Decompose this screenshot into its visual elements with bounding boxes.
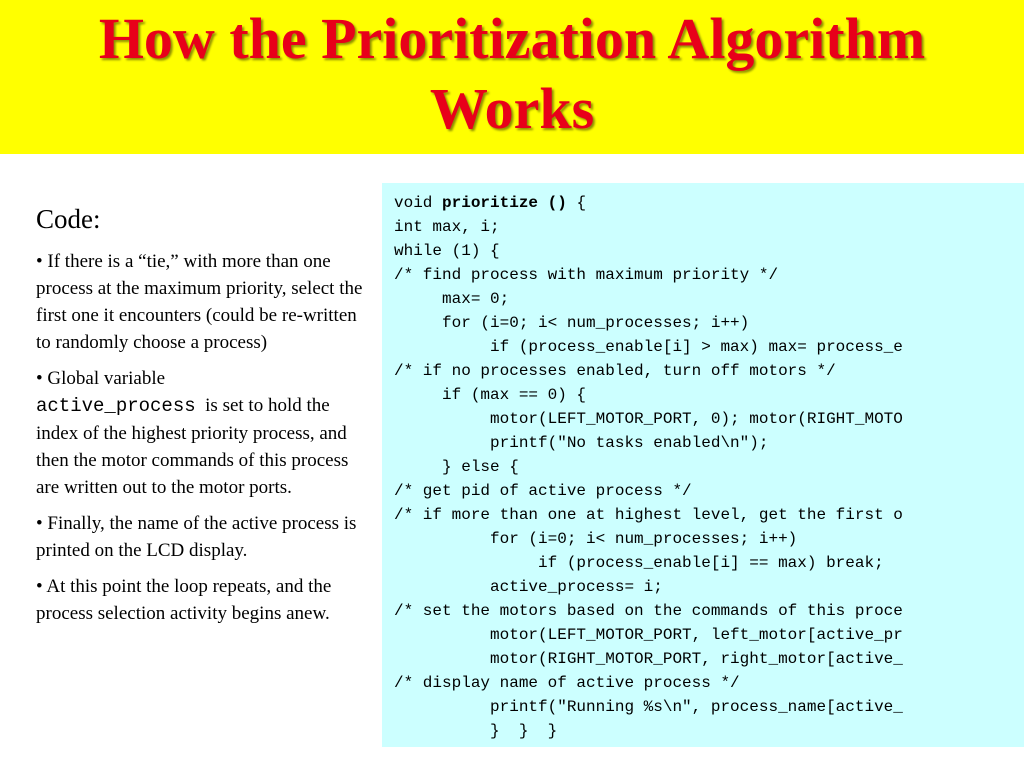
- code-line: motor(RIGHT_MOTOR_PORT, right_motor[active_: [394, 650, 903, 668]
- code-line: for (i=0; i< num_processes; i++): [394, 530, 798, 548]
- code-line: /* get pid of active process */: [394, 482, 692, 500]
- code-line: max= 0;: [394, 290, 510, 308]
- code-line: } else {: [394, 458, 519, 476]
- code-brace: {: [566, 194, 587, 212]
- code-line: /* find process with maximum priority */: [394, 266, 779, 284]
- bullet-tie: • If there is a “tie,” with more than one process at the maximum priority, select the first one it encounters (could be re-written to randomly choose a process): [36, 251, 363, 353]
- code-line: motor(LEFT_MOTOR_PORT, left_motor[active_pr: [394, 626, 903, 644]
- code-line: for (i=0; i< num_processes; i++): [394, 314, 750, 332]
- bullet-global-variable-rest: is set to hold the index of the highest priority process, and then the motor commands of this process are written out to the motor ports.: [36, 395, 349, 498]
- code-line: /* if more than one at highest level, get the first o: [394, 506, 903, 524]
- bullet-global-variable: [36, 365, 366, 501]
- title-banner: [0, 0, 1024, 154]
- bullet-global-variable-lead: • Global variable: [36, 368, 166, 389]
- bullet-loop: • At this point the loop repeats, and the process selection activity begins anew.: [36, 576, 332, 624]
- bullet-lcd: • Finally, the name of the active process is printed on the LCD display.: [36, 513, 357, 561]
- code-heading: Code:: [36, 204, 101, 234]
- title-line-2: Works: [429, 76, 595, 141]
- explanation-panel: [36, 200, 366, 636]
- code-line: motor(LEFT_MOTOR_PORT, 0); motor(RIGHT_MOTO: [394, 410, 903, 428]
- code-line: printf("No tasks enabled\n");: [394, 434, 769, 452]
- active-process-variable: active_process: [36, 395, 196, 417]
- code-line: if (process_enable[i] == max) break;: [394, 554, 884, 572]
- code-line: while (1) {: [394, 242, 500, 260]
- code-keyword: void: [394, 194, 443, 212]
- code-line: [394, 191, 586, 215]
- code-line: /* if no processes enabled, turn off motors */: [394, 362, 836, 380]
- code-line: if (max == 0) {: [394, 386, 587, 404]
- code-listing: [382, 183, 1024, 747]
- code-line: /* display name of active process */: [394, 674, 740, 692]
- code-line: active_process= i;: [394, 578, 663, 596]
- code-line: int max, i;: [394, 218, 500, 236]
- code-line: if (process_enable[i] > max) max= process_e: [394, 338, 903, 356]
- code-line: } } }: [394, 722, 558, 740]
- slide-title: [0, 4, 1024, 144]
- code-line: /* set the motors based on the commands of this proce: [394, 602, 903, 620]
- title-line-1: How the Prioritization Algorithm: [98, 6, 926, 71]
- code-line: printf("Running %s\n", process_name[active_: [394, 698, 903, 716]
- function-name: prioritize (): [442, 194, 567, 212]
